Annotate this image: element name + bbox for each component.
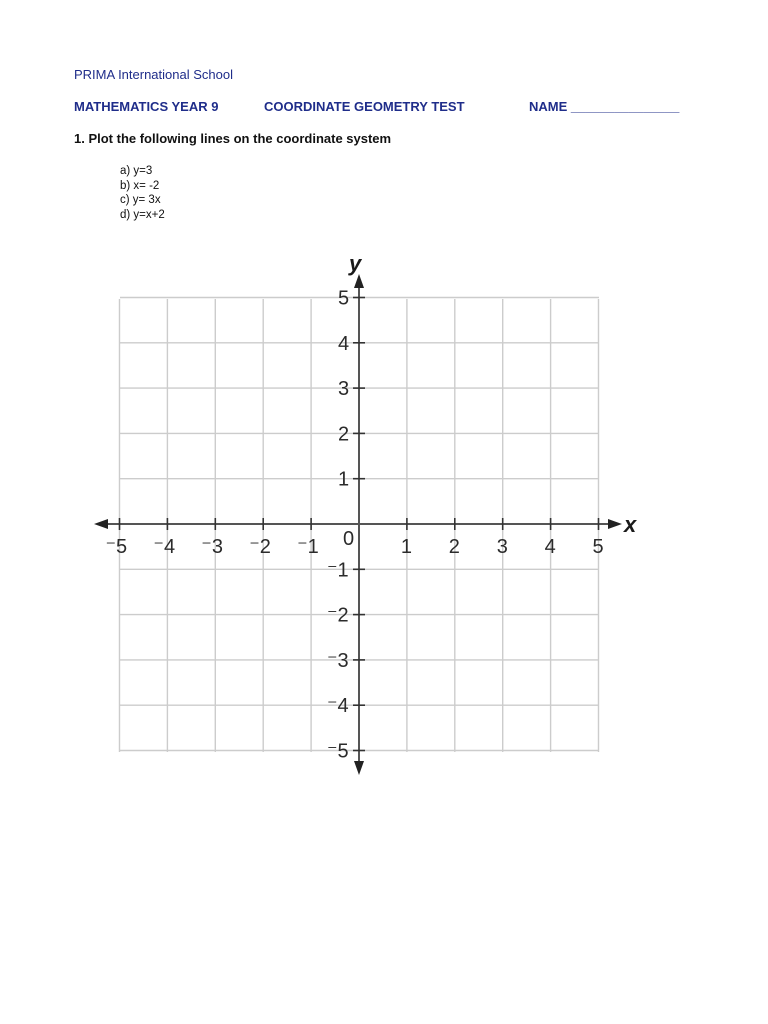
y-tick-label: 5 xyxy=(338,287,350,310)
x-tick-label: ⁻2 xyxy=(249,536,271,558)
y-tick-label: ⁻2 xyxy=(327,604,349,627)
y-tick-label: ⁻3 xyxy=(327,649,349,672)
axes xyxy=(94,274,622,775)
y-axis-up-arrow-icon xyxy=(354,274,364,288)
x-tick-label: 2 xyxy=(448,536,460,558)
x-tick-label: 5 xyxy=(592,536,604,558)
y-tick-label: 4 xyxy=(338,332,350,355)
y-tick-label: ⁻5 xyxy=(327,740,349,763)
origin-label: 0 xyxy=(343,528,355,550)
y-tick-label: 3 xyxy=(338,378,350,401)
y-tick-label: 1 xyxy=(338,468,350,491)
question-item: d) y=x+2 xyxy=(120,208,165,221)
name-field-label: NAME _______________ xyxy=(529,99,680,114)
y-axis-down-arrow-icon xyxy=(354,761,364,775)
question-item: a) y=3 xyxy=(120,165,153,177)
x-tick-label: ⁻1 xyxy=(297,536,319,558)
x-axis-right-arrow-icon xyxy=(608,519,622,529)
y-tick-label: ⁻1 xyxy=(327,559,349,582)
question-item: c) y= 3x xyxy=(120,194,161,206)
question-title: 1. Plot the following lines on the coordinate system xyxy=(74,131,392,146)
x-tick-label: ⁻3 xyxy=(201,536,223,558)
x-tick-label: 1 xyxy=(400,536,413,558)
question-item: b) x= -2 xyxy=(120,179,160,192)
y-tick-label: 2 xyxy=(338,423,350,446)
x-tick-label: ⁻5 xyxy=(105,536,128,558)
x-axis-left-arrow-icon xyxy=(94,519,108,529)
y-axis-label: y xyxy=(349,251,362,276)
x-tick-label: ⁻4 xyxy=(153,536,176,558)
test-title: COORDINATE GEOMETRY TEST xyxy=(264,99,465,114)
y-tick-label: ⁻4 xyxy=(327,695,349,718)
x-axis-label: x xyxy=(624,512,637,537)
x-tick-label: 3 xyxy=(496,536,508,558)
school-name: PRIMA International School xyxy=(74,67,233,82)
x-tick-label: 4 xyxy=(544,536,556,558)
subject-heading: MATHEMATICS YEAR 9 xyxy=(74,99,219,114)
